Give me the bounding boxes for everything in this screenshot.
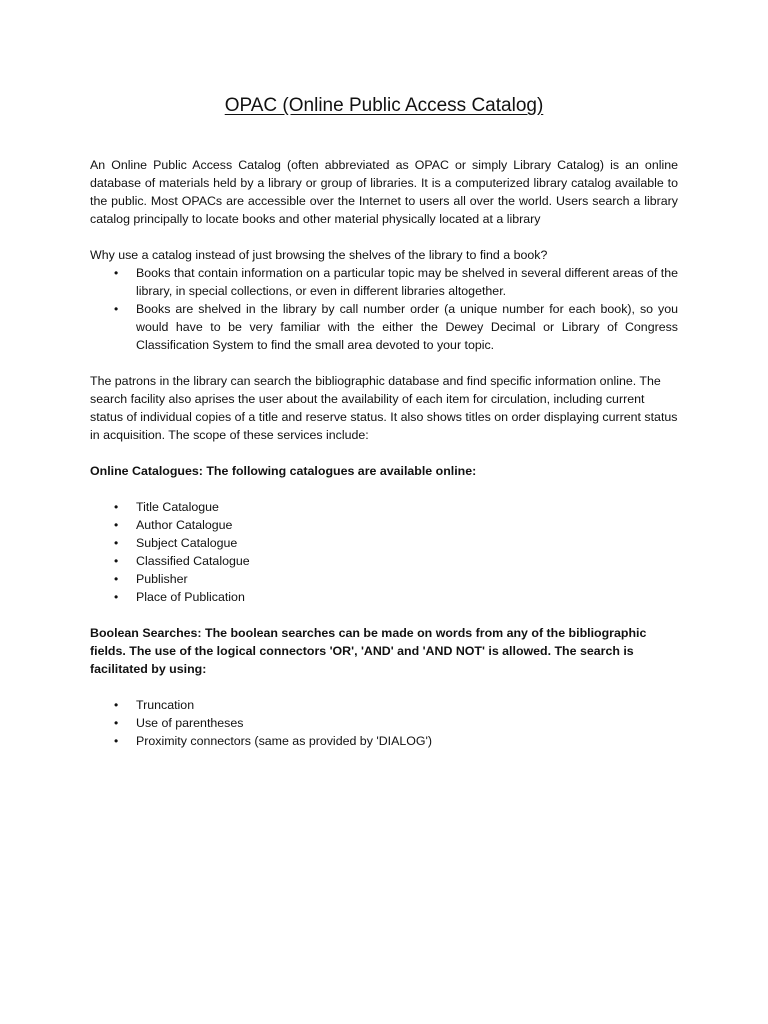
list-item [90,570,678,588]
list-item [90,264,678,300]
list-item [90,552,678,570]
list-item [90,732,678,750]
bullet-icon: • [114,500,119,514]
boolean-paragraph [90,624,678,678]
why-question: Why use a catalog instead of just browsing the shelves of the library to find a book? [90,248,548,262]
bullet-icon: • [114,590,119,604]
list-item-text: Place of Publication [136,590,245,604]
bullet-icon: • [114,536,119,550]
patrons-paragraph: The patrons in the library can search the bibliographic database and find specific information online. The search facility also aprises the user about the availability of each item for circulation, including current status of individual copies of a title and reserve status. It also shows titles on order displaying current status in acquisition. The scope of these services include: [90,374,678,442]
list-item [90,714,678,732]
intro-paragraph: An Online Public Access Catalog (often abbreviated as OPAC or simply Library Catalog) is an online database of materials held by a library or group of libraries. It is a computerized library catalog available to the public. Most OPACs are accessible over the Internet to users all over the world. Users search a library catalog principally to locate books and other material physically located at a library [90,158,678,226]
spacer [90,444,678,462]
list-item-text: Title Catalogue [136,500,219,514]
list-item-text: Classified Catalogue [136,554,250,568]
list-item [90,588,678,606]
boolean-text: The boolean searches can be made on words from any of the bibliographic fields. The use of the logical connectors 'OR', 'AND' and 'AND NOT' is allowed. The search is facilitated by using: [90,626,647,676]
list-item [90,300,678,354]
list-item-text: Author Catalogue [136,518,233,532]
bullet-icon: • [114,572,119,586]
document-page [90,92,678,750]
list-item [90,498,678,516]
page-title: OPAC (Online Public Access Catalog) [224,95,544,116]
list-item-text: Truncation [136,698,195,712]
list-item [90,534,678,552]
list-item-text: Books that contain information on a particular topic may be shelved in several different areas of the library, in special collections, or even in different libraries altogether. [136,266,678,298]
bullet-icon: • [114,734,119,748]
list-item-text: Proximity connectors (same as provided by 'DIALOG') [136,734,433,748]
bullet-icon: • [114,698,119,712]
list-item-text: Subject Catalogue [136,536,238,550]
why-list [90,264,678,354]
catalogue-list [90,498,678,606]
list-item-text: Publisher [136,572,188,586]
bullet-icon: • [114,554,119,568]
list-item-text: Books are shelved in the library by call number order (a unique number for each book), so you would have to be very familiar with the either the Dewey Decimal or Library of Congress Classification System to find the small area devoted to your topic. [136,302,678,352]
spacer [90,354,678,372]
search-list [90,696,678,750]
online-catalogues-heading: Online Catalogues: The following catalogues are available online: [90,464,477,478]
bullet-icon: • [114,266,119,280]
boolean-label: Boolean Searches: [90,626,202,640]
list-item [90,516,678,534]
list-item [90,696,678,714]
bullet-icon: • [114,716,119,730]
list-item-text: Use of parentheses [136,716,244,730]
spacer [90,678,678,696]
bullet-icon: • [114,518,119,532]
bullet-icon: • [114,302,119,316]
spacer [90,606,678,624]
spacer [90,228,678,246]
spacer [90,480,678,498]
